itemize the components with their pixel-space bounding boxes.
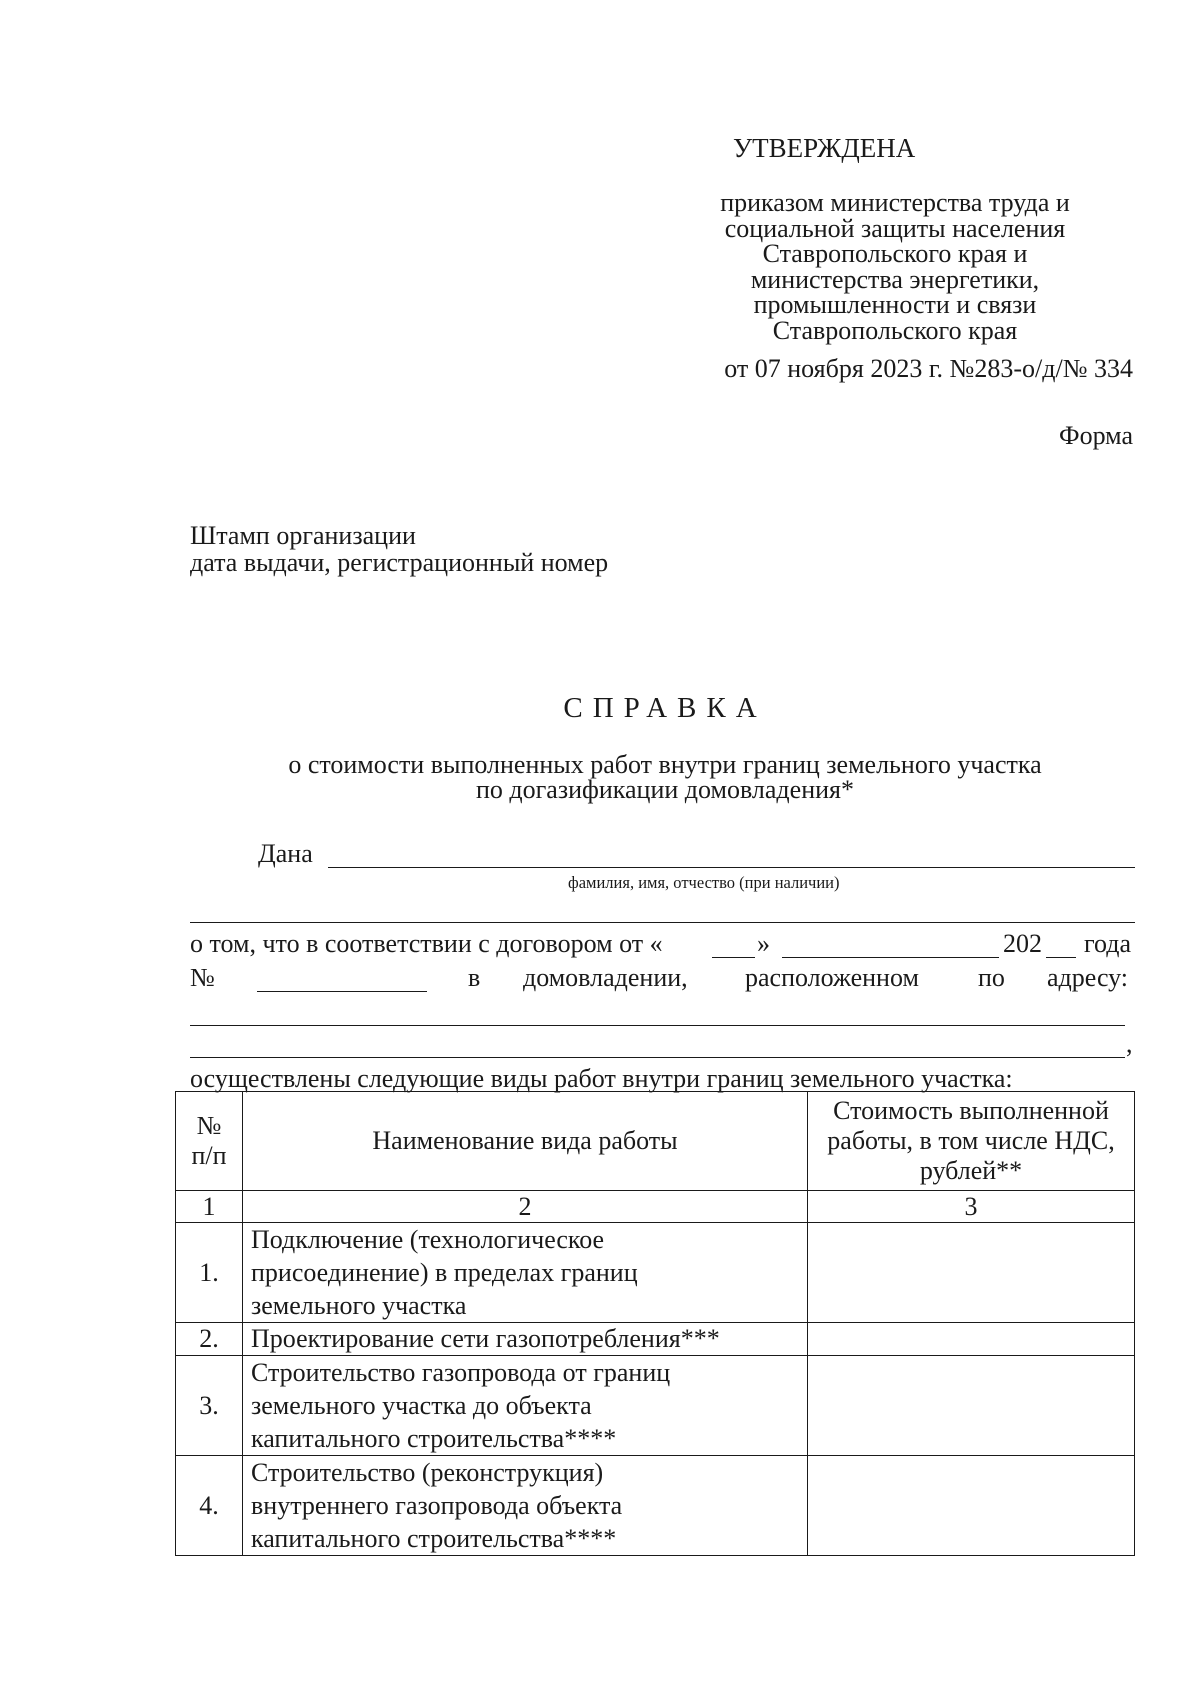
work-name-line: Строительство (реконструкция): [251, 1458, 604, 1487]
work-name-line: Строительство газопровода от границ: [251, 1358, 671, 1387]
table-row: [176, 1223, 1135, 1323]
cost-cell[interactable]: [808, 1456, 1135, 1556]
address-comma: ,: [1126, 1029, 1133, 1058]
document-subtitle: [200, 752, 1130, 802]
household-word: домовладении,: [523, 963, 688, 992]
approval-order-block: [700, 190, 1090, 343]
number-sign: №: [190, 963, 215, 992]
by-word: по: [978, 963, 1005, 992]
contract-text: о том, что в соответствии с договором от «: [190, 929, 663, 958]
located-word: расположенном: [745, 963, 919, 992]
cost-cell[interactable]: [808, 1356, 1135, 1456]
contract-quote: »: [757, 929, 770, 958]
address-field-continued[interactable]: [190, 1030, 1125, 1058]
contract-month-field[interactable]: [782, 930, 999, 958]
row-number: 2.: [176, 1323, 243, 1356]
work-name-cell: [243, 1356, 808, 1456]
order-line: приказом министерства труда и: [720, 188, 1070, 217]
cost-cell[interactable]: [808, 1323, 1135, 1356]
row-number: 4.: [176, 1456, 243, 1556]
work-name-line: Проектирование сети газопотребления***: [251, 1324, 720, 1353]
subtitle-line: по догазификации домовладения*: [475, 775, 854, 804]
order-line: министерства энергетики,: [750, 264, 1040, 294]
order-line: промышленности и связи: [753, 290, 1037, 319]
work-name-cell: [243, 1223, 808, 1323]
order-line: Ставропольского края: [772, 315, 1018, 345]
given-name-field-continued[interactable]: [190, 896, 1135, 923]
given-name-field[interactable]: [328, 840, 1135, 868]
cost-cell[interactable]: [808, 1223, 1135, 1323]
given-label: Дана: [258, 839, 313, 868]
stamp-block: [190, 522, 608, 576]
work-name-line: Подключение (технологическое: [251, 1225, 605, 1254]
contract-day-field[interactable]: [712, 930, 755, 958]
works-intro: осуществлены следующие виды работ внутри границ земельного участка:: [190, 1064, 1013, 1093]
column-number: 2: [243, 1191, 808, 1223]
work-name-line: присоединение) в пределах границ: [251, 1258, 638, 1287]
stamp-line: Штамп организации: [190, 521, 416, 550]
work-name-line: капитального строительства****: [251, 1524, 617, 1553]
works-table: [175, 1091, 1135, 1556]
work-name-cell: [243, 1323, 808, 1356]
work-name-line: земельного участка до объекта: [251, 1391, 592, 1420]
work-name-cell: [243, 1456, 808, 1556]
column-number-row: [176, 1191, 1135, 1223]
form-label: Форма: [1059, 421, 1133, 450]
row-number: 1.: [176, 1223, 243, 1323]
work-name-line: внутреннего газопровода объекта: [251, 1491, 623, 1520]
table-row: [176, 1323, 1135, 1356]
contract-year-field[interactable]: [1046, 930, 1076, 958]
row-number: 3.: [176, 1356, 243, 1456]
contract-number-field[interactable]: [257, 964, 427, 992]
approved-label: УТВЕРЖДЕНА: [733, 133, 916, 163]
column-number: 3: [808, 1191, 1135, 1223]
column-number: 1: [176, 1191, 243, 1223]
contract-year-suffix: года: [1084, 929, 1132, 958]
order-date: от 07 ноября 2023 г. №283-о/д/№ 334: [724, 354, 1133, 383]
contract-year-prefix: 202: [1003, 929, 1042, 958]
in-word: в: [468, 963, 481, 992]
address-word: адресу:: [1047, 963, 1129, 992]
header-cell: № п/п: [176, 1092, 243, 1191]
table-row: [176, 1456, 1135, 1556]
work-name-line: земельного участка: [251, 1291, 467, 1320]
table-header-row: [176, 1092, 1135, 1191]
subtitle-line: о стоимости выполненных работ внутри границ земельного участка: [288, 750, 1042, 779]
given-hint: фамилия, имя, отчество (при наличии): [568, 873, 840, 892]
document-title: СПРАВКА: [563, 692, 767, 724]
table-row: [176, 1356, 1135, 1456]
address-field[interactable]: [190, 998, 1125, 1026]
header-cell: Стоимость выполненной работы, в том числе НДС, рублей**: [808, 1092, 1135, 1191]
work-name-line: капитального строительства****: [251, 1424, 617, 1453]
order-line: социальной защиты населения: [724, 213, 1066, 243]
header-cell: Наименование вида работы: [243, 1092, 808, 1191]
order-line: Ставропольского края и: [762, 239, 1028, 268]
stamp-line: дата выдачи, регистрационный номер: [190, 548, 609, 577]
